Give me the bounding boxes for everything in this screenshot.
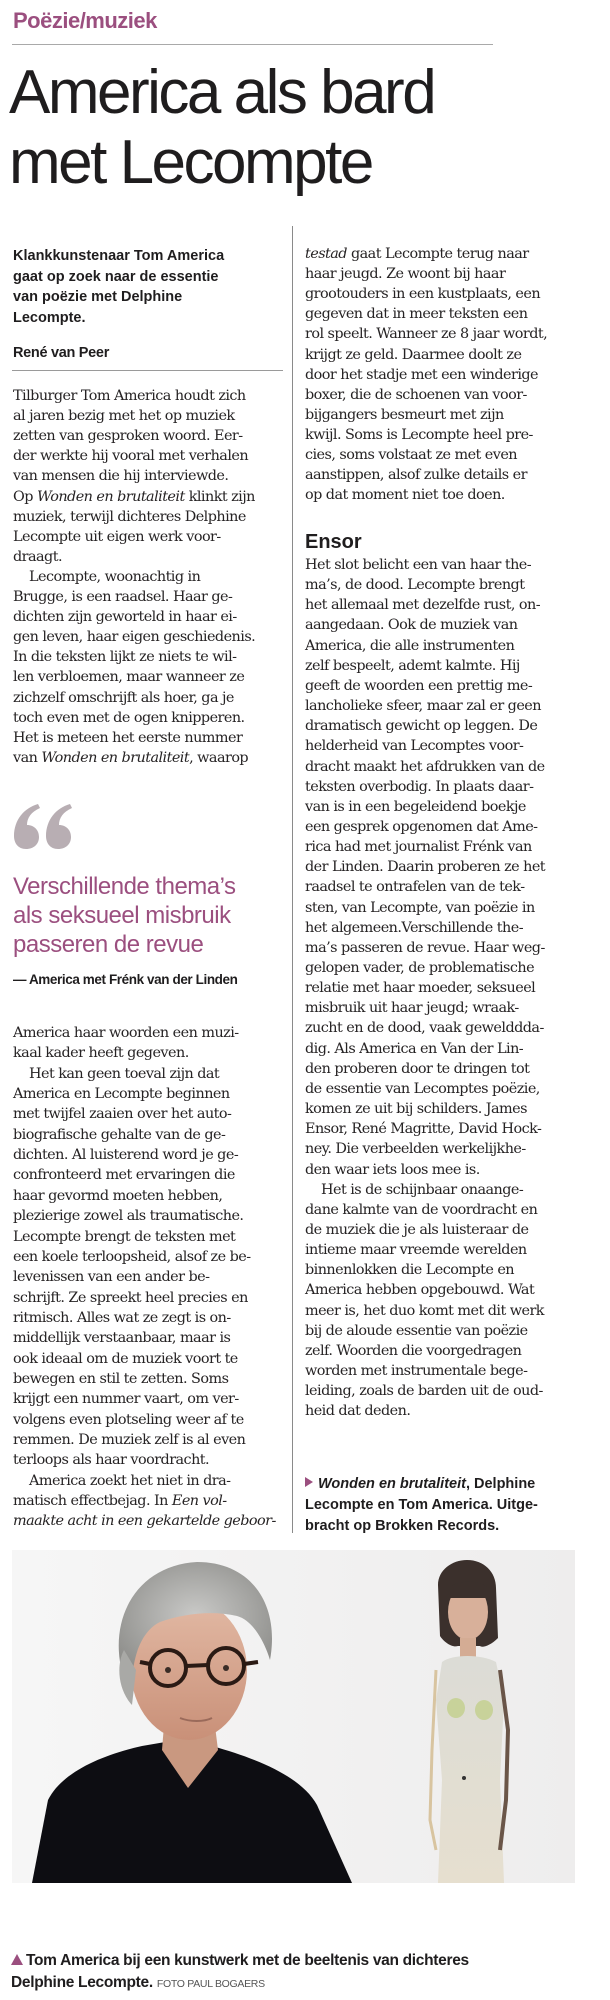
body-text: haar jeugd. Ze woont bij haar (305, 266, 506, 283)
body-line (305, 857, 545, 877)
body-line (13, 487, 255, 507)
body-text: Ensor, René Magritte, David Hock- (305, 1121, 542, 1138)
italic-title: Wonden en brutaliteit (36, 488, 185, 505)
pull-quote-attribution: — America met Frénk van der Linden (13, 972, 238, 987)
body-text: zelf bespeelt, ademt kalmte. Hij (305, 657, 520, 674)
body-line (305, 244, 529, 264)
body-text: America haar woorden een muzi- (13, 1025, 239, 1041)
body-line (13, 1165, 235, 1185)
body-line (13, 1511, 276, 1531)
body-line (305, 264, 505, 284)
body-text: dichten zijn geworteld in haar ei- (13, 609, 237, 626)
body-text: rica had met journalist Frénk van (305, 839, 532, 856)
body-text: levenissen van een ander be- (13, 1269, 210, 1286)
body-line (13, 1308, 231, 1328)
body-line (305, 938, 545, 958)
body-line (13, 647, 236, 667)
body-line (305, 898, 535, 918)
body-text: len verbloemen, maar wanneer ze (13, 669, 245, 686)
info-box (305, 1474, 585, 1537)
body-text: muziek, terwijl dichteres Delphine (13, 508, 246, 525)
body-line (305, 918, 523, 938)
body-line (305, 575, 524, 595)
intro-line: van poëzie met Delphine (13, 289, 183, 305)
body-line (13, 1389, 239, 1409)
body-text: komen ze uit bij schilders. James (305, 1101, 527, 1118)
body-line (305, 595, 540, 615)
body-line (13, 1471, 230, 1491)
italic-title: Wonden en brutaliteit (41, 749, 190, 766)
body-text: gelopen vader, de problematische (305, 960, 535, 976)
body-text: kwijl. Soms is Lecompte heel pre- (305, 426, 533, 443)
body-text: ney. Die verbeelden werkelijkhe- (305, 1141, 526, 1158)
body-line (305, 385, 527, 405)
body-line (305, 1280, 534, 1300)
headline-line: America als bard (9, 58, 435, 127)
body-line (305, 716, 537, 736)
body-text: Op (13, 488, 37, 505)
body-line (305, 1039, 523, 1059)
body-text: der werkte hij vooral met verhalen (13, 448, 249, 465)
article-photo (12, 1550, 575, 1883)
body-line (305, 1018, 544, 1038)
italic-title: testad (305, 246, 347, 262)
body-line (305, 757, 545, 777)
body-line (305, 1381, 543, 1401)
body-line (305, 1160, 480, 1180)
body-line (13, 1064, 219, 1084)
body-line (305, 1200, 537, 1220)
body-text: de essentie van Lecomptes poëzie, (305, 1080, 540, 1097)
body-line (13, 587, 232, 607)
body-text: dichten. Al luisterend word je ge- (13, 1147, 239, 1164)
body-line (305, 1260, 514, 1280)
body-text: Tilburger Tom America houdt zich (13, 388, 246, 404)
body-line (305, 877, 525, 897)
body-line (305, 1119, 541, 1139)
body-line (13, 567, 200, 587)
info-line: , Delphine (465, 1476, 536, 1492)
body-text: draagt. (13, 548, 62, 565)
quote-mark-icon (10, 800, 80, 850)
body-line (305, 1240, 527, 1260)
body-text: biografische gehalte van de ge- (13, 1126, 226, 1143)
body-text: dracht maakt het afdrukken van de (305, 758, 545, 775)
section-label: Poëzie/muziek (13, 8, 157, 33)
body-line (13, 1491, 227, 1511)
body-line (13, 1227, 235, 1247)
body-line (13, 426, 243, 446)
body-line (305, 345, 521, 365)
body-line (13, 1104, 231, 1124)
body-text: door het stadje met een winderige (305, 366, 539, 383)
body-text: geeft de woorden een prettig me- (305, 677, 533, 694)
triangle-up-icon (11, 1954, 23, 1965)
caption-line: Delphine Lecompte. (11, 1974, 153, 1991)
body-text: gegeven dat in meer teksten een (305, 306, 528, 323)
body-line (305, 998, 519, 1018)
byline: René van Peer (13, 345, 110, 361)
body-text: haar gevormd moeten hebben, (13, 1187, 223, 1204)
body-line (305, 656, 520, 676)
body-text: grootouders in een kustplaats, een (305, 286, 541, 303)
body-line (13, 1349, 238, 1369)
body-line (305, 1059, 529, 1079)
body-line (13, 547, 62, 567)
body-text: worden met instrumentale bege- (305, 1363, 528, 1379)
body-text: ritmisch. Alles wat ze zegt is on- (13, 1309, 231, 1326)
intro-line: Lecompte. (13, 309, 86, 326)
headline-line: met Lecompte (9, 128, 372, 197)
subheading: Ensor (305, 531, 362, 553)
body-line (13, 1410, 244, 1430)
body-text: een gesprek opgenomen dat Ame- (305, 818, 538, 835)
body-text: In die teksten lijkt ze niets te wil- (13, 649, 237, 666)
body-text: Lecompte, woonachtig in (29, 568, 201, 585)
body-line (13, 1328, 230, 1348)
body-line (305, 445, 517, 465)
body-line (305, 405, 504, 425)
body-line (13, 1267, 209, 1287)
body-line (13, 1450, 209, 1470)
body-line (305, 1341, 521, 1361)
body-text: misbruik uit haar jeugd; wraak- (305, 1000, 519, 1017)
body-text: van (13, 749, 42, 766)
body-text: Lecompte uit eigen werk voor- (13, 528, 221, 545)
body-text: lancholieke sfeer, maar zal er geen (305, 698, 541, 715)
body-text: aangedaan. Ook de muziek van (305, 617, 518, 634)
body-line (13, 688, 234, 708)
body-text: met twijfel zaaien over het auto- (13, 1106, 232, 1123)
body-line (305, 324, 547, 344)
body-line (13, 527, 221, 547)
body-text: ma’s passeren de revue. Haar weg- (305, 939, 545, 956)
body-text: America hebben opgebouwd. Wat (305, 1282, 535, 1299)
body-line (305, 636, 514, 656)
italic-title: Een vol- (171, 1493, 227, 1510)
body-line (305, 284, 540, 304)
body-line (13, 1430, 245, 1450)
body-line (13, 607, 237, 627)
body-line (13, 667, 244, 687)
body-line (305, 1321, 528, 1341)
body-text: den waar iets loos mee is. (305, 1161, 480, 1178)
body-line (13, 1043, 189, 1063)
body-text: volgens even plotseling weer af te (13, 1411, 244, 1428)
body-line (13, 1186, 222, 1206)
top-rule (12, 44, 493, 45)
body-text: bijgangers besmeurt met zijn (305, 406, 504, 423)
body-line (305, 696, 541, 716)
body-line (305, 1401, 410, 1421)
body-text: heid dat deden. (305, 1403, 411, 1420)
body-text: cies, soms volstaat ze met even (305, 447, 518, 463)
body-text: op dat moment niet toe doen. (305, 487, 505, 504)
body-text: dane kalmte van de voordracht en (305, 1201, 538, 1218)
body-line (13, 1247, 251, 1267)
column-divider (292, 226, 293, 1533)
caption-line: Tom America bij een kunstwerk met de beeltenis van dichteres (26, 1952, 469, 1969)
body-text: ook ideaal om de muziek voort te (13, 1350, 238, 1367)
body-text: plezierige zowel als traumatische. (13, 1208, 244, 1225)
body-text: gen leven, haar eigen geschiedenis. (13, 629, 256, 646)
bullet-icon (305, 1477, 313, 1487)
body-text: schrijft. Ze spreekt heel precies en (13, 1289, 248, 1306)
body-line (13, 386, 246, 406)
body-line (13, 406, 235, 426)
body-line (305, 365, 538, 385)
body-line (305, 615, 518, 635)
body-line (305, 304, 527, 324)
intro-line: Klankkunstenaar Tom America (13, 248, 225, 264)
body-text: binnenlokken die Lecompte en (305, 1262, 515, 1279)
body-text: zetten van gesproken woord. Eer- (13, 428, 243, 445)
body-line (13, 466, 228, 486)
body-text: dramatisch gewicht op leggen. De (305, 718, 538, 735)
body-text: zichzelf omschrijft als hoer, ga je (13, 689, 234, 706)
body-line (305, 485, 505, 505)
pull-quote-line: passeren de revue (13, 931, 204, 958)
body-line (13, 728, 242, 748)
body-line (13, 1288, 248, 1308)
body-text: remmen. De muziek zelf is al even (13, 1432, 246, 1448)
body-line (13, 1206, 243, 1226)
body-text: krijgt een nummer vaart, om ver- (13, 1391, 239, 1408)
body-text: Het is de schijnbaar onaange- (321, 1181, 524, 1198)
body-line (13, 1084, 230, 1104)
body-line (305, 837, 532, 857)
body-text: zucht en de dood, vaak gewelddda- (305, 1020, 544, 1037)
body-text: gaat Lecompte terug naar (346, 246, 529, 262)
body-line (13, 446, 248, 466)
body-text: confronteerd met ervaringen die (13, 1167, 235, 1184)
body-text: middellijk verstaanbaar, maar is (13, 1330, 231, 1347)
body-line (13, 1023, 239, 1043)
pull-quote (13, 872, 236, 959)
body-text: ma’s, de dood. Lecompte brengt (305, 577, 525, 594)
pull-quote-line: als seksueel misbruik (13, 902, 231, 929)
body-text: kaal kader heeft gegeven. (13, 1045, 189, 1062)
body-text: klinkt zijn (184, 488, 255, 505)
body-text: intieme maar vreemde werelden (305, 1242, 527, 1259)
body-line (13, 748, 248, 768)
body-line (305, 555, 531, 575)
body-text: teksten overbodig. In plaats daar- (305, 778, 534, 795)
info-line: Lecompte en Tom America. Uitge- (305, 1497, 538, 1513)
body-text: terloops als haar voordracht. (13, 1452, 210, 1469)
body-text: aanstippen, alsof zulke details er (305, 467, 527, 484)
pull-quote-line: Verschillende thema’s (13, 873, 236, 900)
body-text: boxer, die de schoenen van voor- (305, 386, 527, 403)
body-text: Lecompte brengt de teksten met (13, 1228, 236, 1245)
body-line (13, 1145, 238, 1165)
body-text: krijgt ze geld. Daarmee doolt ze (305, 346, 522, 363)
body-line (305, 1079, 540, 1099)
body-text: zelf. Woorden die voorgedragen (305, 1342, 522, 1359)
body-line (305, 958, 534, 978)
body-line (305, 797, 526, 817)
body-line (305, 817, 538, 837)
album-title: Wonden en brutaliteit (318, 1476, 466, 1492)
body-line (13, 1369, 228, 1389)
body-line (305, 777, 533, 797)
body-text: raadsel te ontrafelen van de tek- (305, 879, 525, 896)
photo-illustration (12, 1550, 575, 1883)
body-text: dig. Als America en Van der Lin- (305, 1040, 524, 1057)
body-line (13, 708, 245, 728)
body-text: van is in een begeleidend boekje (305, 798, 526, 815)
body-line (305, 1139, 526, 1159)
body-text: Brugge, is een raadsel. Haar ge- (13, 589, 233, 605)
body-line (305, 736, 523, 756)
body-text: bij de aloude essentie van poëzie (305, 1322, 528, 1339)
intro-line: gaat op zoek naar de essentie (13, 268, 219, 285)
intro-lead (13, 246, 288, 328)
body-line (305, 1180, 523, 1200)
body-text: leiding, zoals de barden uit de oud- (305, 1383, 543, 1400)
body-text: den proberen door te dringen tot (305, 1060, 530, 1077)
body-text: de muziek die je als luisteraar de (305, 1221, 529, 1238)
body-text: het algemeen.Verschillende the- (305, 919, 524, 936)
body-line (305, 465, 527, 485)
body-text: toch even met de ogen knipperen. (13, 709, 245, 726)
body-text: van mensen die hij interviewde. (13, 468, 229, 485)
photo-caption (11, 1950, 469, 1995)
sculpture-figure-icon (430, 1560, 508, 1883)
info-line: bracht op Brokken Records. (305, 1518, 500, 1534)
body-text: , waarop (189, 749, 249, 766)
body-text: Het slot belicht een van haar the- (305, 557, 532, 573)
body-text: bewegen en stil te zetten. Soms (13, 1370, 229, 1387)
italic-title: maakte acht in een gekartelde geboor- (13, 1513, 276, 1530)
body-text: rol speelt. Wanneer ze 8 jaar wordt, (305, 326, 548, 343)
byline-rule (12, 370, 283, 371)
body-text: meer is, het duo komt met dit werk (305, 1302, 544, 1319)
headline (9, 58, 434, 198)
body-text: een koele terloopsheid, alsof ze be- (13, 1248, 251, 1265)
body-text: America zoekt het niet in dra- (29, 1472, 231, 1489)
body-text: Het kan geen toeval zijn dat (29, 1065, 220, 1082)
body-line (305, 1099, 527, 1119)
body-line (13, 1125, 225, 1145)
body-line (305, 1361, 527, 1381)
body-line (305, 1301, 544, 1321)
body-text: helderheid van Lecomptes voor- (305, 738, 524, 755)
body-line (305, 425, 533, 445)
body-line (305, 978, 535, 998)
body-text: America en Lecompte beginnen (13, 1086, 230, 1103)
body-text: het allemaal met dezelfde rust, on- (305, 597, 541, 614)
body-text: matisch effectbejag. In (13, 1493, 172, 1510)
photo-credit: FOTO PAUL BOGAERS (156, 1978, 265, 1990)
body-text: al jaren bezig met het op muziek (13, 408, 235, 425)
body-text: relatie met haar moeder, seksueel (305, 980, 536, 997)
body-line (305, 1220, 529, 1240)
body-text: America, die alle instrumenten (305, 637, 515, 654)
body-line (305, 676, 532, 696)
body-text: sten, van Lecompte, van poëzie in (305, 899, 535, 916)
body-text: Het is meteen het eerste nummer (13, 729, 243, 746)
body-line (13, 627, 255, 647)
body-text: der Linden. Daarin proberen ze het (305, 859, 546, 876)
body-line (13, 507, 246, 527)
